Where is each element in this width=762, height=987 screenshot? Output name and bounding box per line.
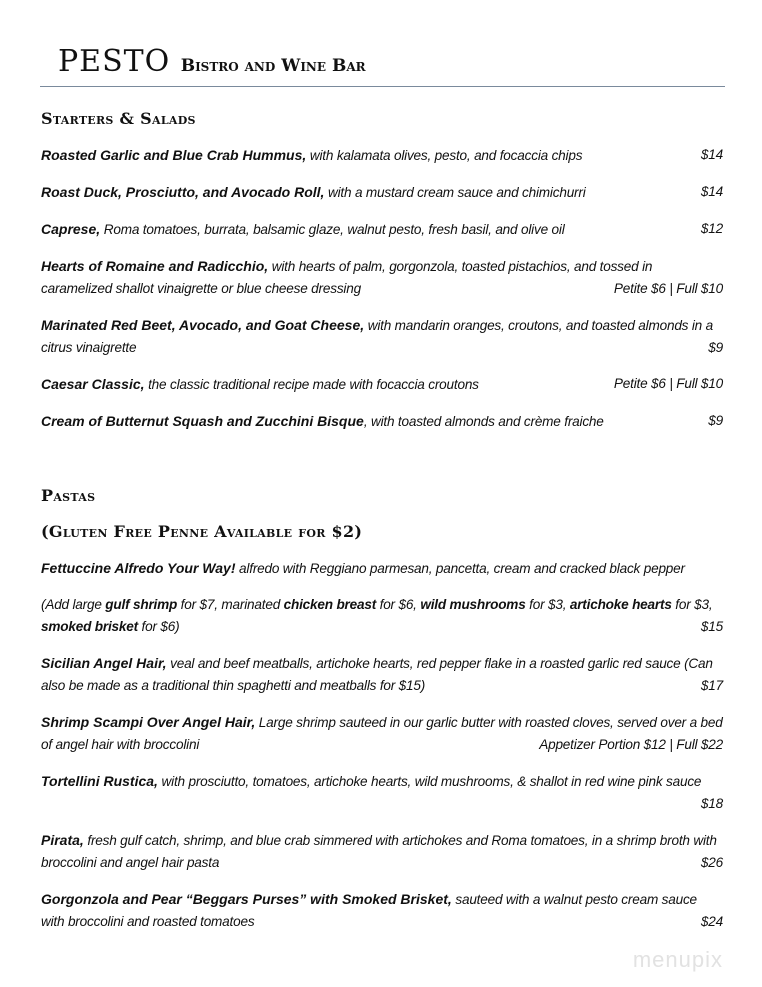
item-name: Marinated Red Beet, Avocado, and Goat Cheese,: [41, 317, 365, 333]
restaurant-logo: [58, 44, 366, 79]
item-name: Pirata,: [41, 832, 84, 848]
item-name: Roasted Garlic and Blue Crab Hummus,: [41, 147, 307, 163]
item-desc: with hearts of palm, gorgonzola, toasted pistachios, and tossed in caramelized shallot vinaigrette or blue cheese dressing: [41, 259, 653, 296]
addon-text: for $3,: [671, 597, 713, 612]
item-price: $9: [708, 413, 723, 428]
addon-option: chicken breast: [283, 597, 377, 612]
item-desc: , with toasted almonds and crème fraiche: [363, 414, 604, 429]
header-divider: [40, 86, 725, 87]
menu-item: [41, 410, 723, 433]
item-name: Hearts of Romaine and Radicchio,: [41, 258, 269, 274]
item-name: Sicilian Angel Hair,: [41, 655, 167, 671]
watermark: menupix: [632, 947, 723, 972]
item-price: $24: [700, 914, 723, 929]
addon-option: gulf shrimp: [105, 597, 178, 612]
addon-text: for $6): [137, 619, 180, 634]
addons-line: [41, 594, 723, 638]
item-name: Tortellini Rustica,: [41, 773, 158, 789]
item-name: Caesar Classic,: [41, 376, 145, 392]
item-name: Fettuccine Alfredo Your Way!: [41, 560, 236, 576]
addon-option: artichoke hearts: [569, 597, 672, 612]
menu-content: [41, 108, 723, 973]
addon-option: wild mushrooms: [420, 597, 526, 612]
item-desc: veal and beef meatballs, artichoke hearts, red pepper flake in a roasted garlic red sauce (Can also be made as a traditional thin spaghetti and meatballs for $15): [41, 656, 713, 693]
menu-item: [41, 144, 723, 167]
addon-text: (Add large: [41, 597, 106, 612]
menu-item: [41, 255, 723, 300]
addon-option: smoked brisket: [41, 619, 138, 634]
item-desc: sauteed with a walnut pesto cream sauce with broccolini and roasted tomatoes: [41, 892, 697, 929]
gluten-free-note: (Gluten Free Penne Available for $2): [41, 522, 363, 541]
item-price: $26: [700, 855, 723, 870]
menu-item: [41, 829, 723, 874]
item-price: $18: [700, 796, 723, 811]
item-price: $14: [700, 147, 723, 162]
item-price: Petite $6 | Full $10: [613, 281, 723, 296]
item-price: $12: [700, 221, 723, 236]
item-price: $15: [700, 619, 723, 634]
menu-item: [41, 652, 723, 697]
item-desc: Large shrimp sauteed in our garlic butter with roasted cloves, served over a bed of angel hair with broccolini: [41, 715, 723, 752]
menu-item: [41, 888, 723, 933]
item-price: Appetizer Portion $12 | Full $22: [539, 737, 723, 752]
menu-item: [41, 314, 723, 359]
item-price: $14: [700, 184, 723, 199]
section-heading-pastas: Pastas: [41, 486, 96, 505]
item-price: $17: [700, 678, 723, 693]
addon-text: for $3,: [525, 597, 570, 612]
menu-item: [41, 181, 723, 204]
section-heading-starters: Starters & Salads: [41, 109, 196, 128]
item-desc: fresh gulf catch, shrimp, and blue crab simmered with artichokes and Roma tomatoes, in a shrimp broth with broccolini and angel hair pasta: [41, 833, 717, 870]
item-desc: with prosciutto, tomatoes, artichoke hearts, wild mushrooms, & shallot in red wine pink sauce: [157, 774, 702, 789]
item-price: Petite $6 | Full $10: [613, 376, 723, 391]
item-desc: with a mustard cream sauce and chimichurri: [324, 185, 586, 200]
item-desc: with mandarin oranges, croutons, and toasted almonds in a citrus vinaigrette: [41, 318, 713, 355]
item-price: $9: [708, 340, 723, 355]
item-name: Roast Duck, Prosciutto, and Avocado Roll,: [41, 184, 325, 200]
item-desc: the classic traditional recipe made with focaccia croutons: [144, 377, 479, 392]
item-desc: with kalamata olives, pesto, and focaccia chips: [306, 148, 583, 163]
addon-text: for $7, marinated: [177, 597, 284, 612]
item-desc: alfredo with Reggiano parmesan, pancetta, cream and cracked black pepper: [235, 561, 685, 576]
item-desc: Roma tomatoes, burrata, balsamic glaze, walnut pesto, fresh basil, and olive oil: [100, 222, 565, 237]
restaurant-name: PESTO: [58, 44, 171, 79]
item-name: Caprese,: [41, 221, 101, 237]
menu-item: [41, 218, 723, 241]
restaurant-subtitle: Bistro and Wine Bar: [180, 56, 366, 76]
addon-text: for $6,: [376, 597, 421, 612]
menu-item: [41, 557, 723, 580]
menu-item: [41, 373, 723, 396]
item-name: Cream of Butternut Squash and Zucchini Bisque: [41, 413, 364, 429]
menu-item: [41, 711, 723, 756]
menu-item: [41, 770, 723, 815]
item-name: Gorgonzola and Pear “Beggars Purses” with Smoked Brisket,: [41, 891, 452, 907]
item-name: Shrimp Scampi Over Angel Hair,: [41, 714, 256, 730]
